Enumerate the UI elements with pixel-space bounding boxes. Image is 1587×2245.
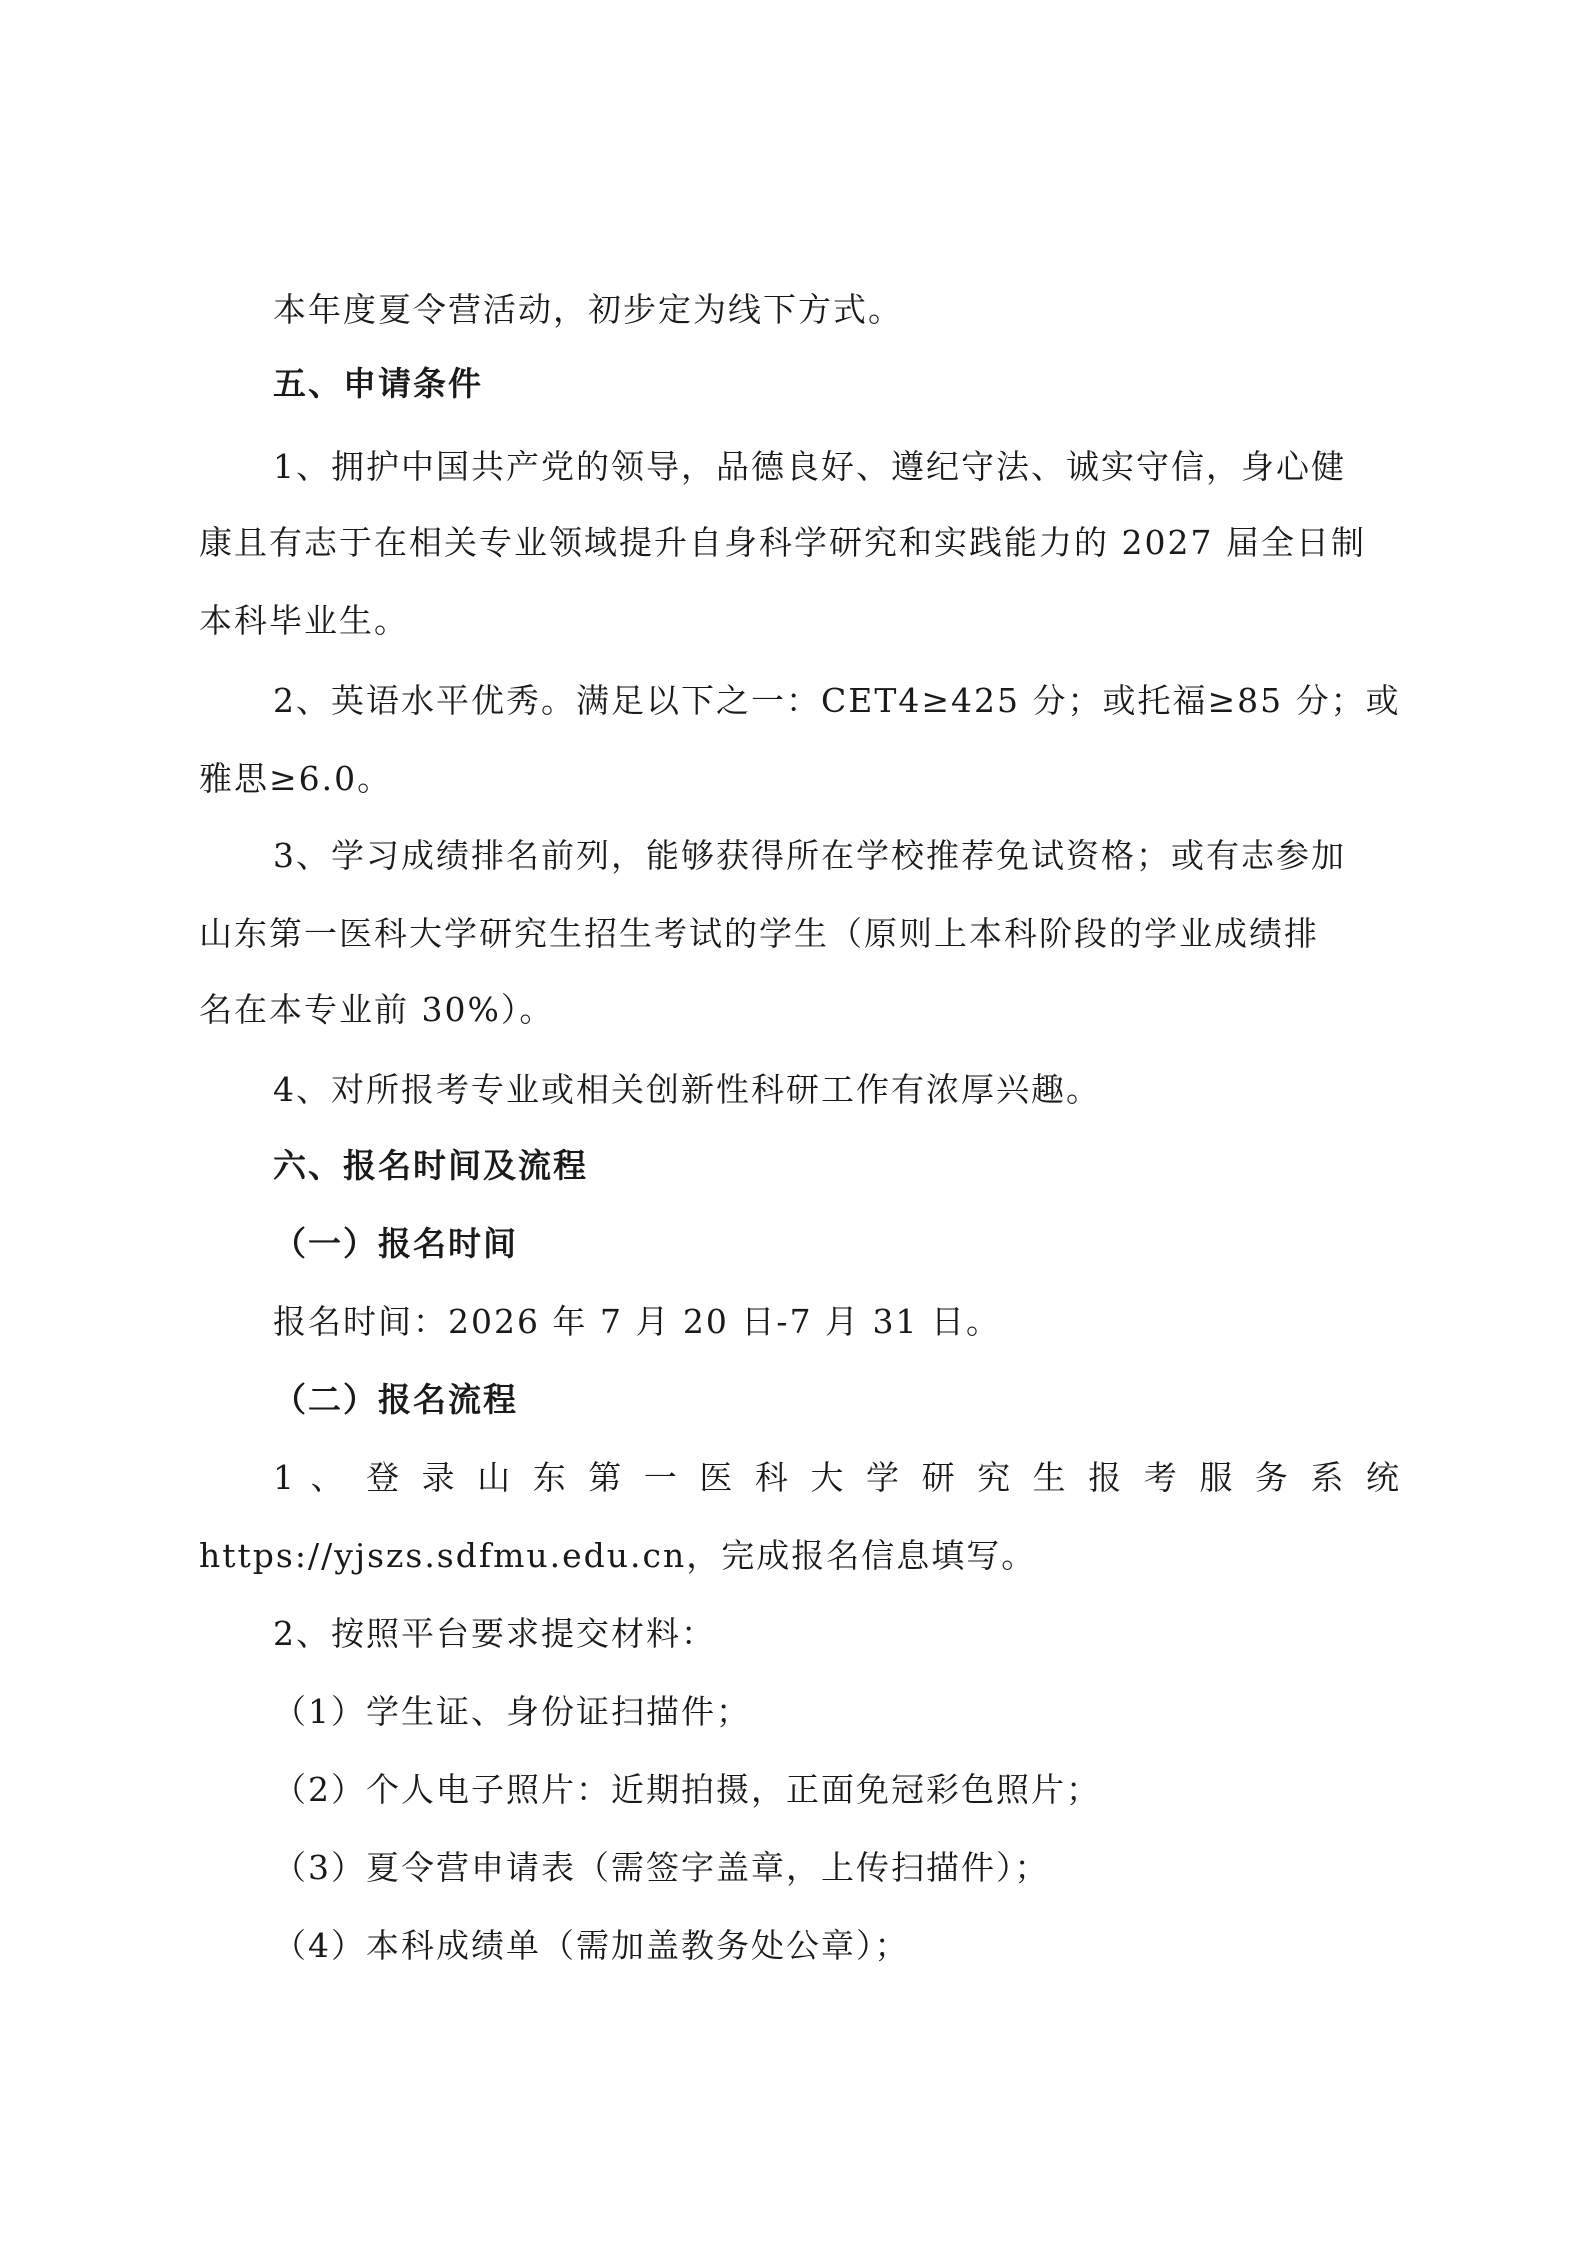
step-1-line-2: https://yjszs.sdfmu.edu.cn，完成报名信息填写。 [199, 1536, 1037, 1575]
material-item: （2）个人电子照片：近期拍摄，正面免冠彩色照片； [273, 1770, 1101, 1809]
intro-paragraph: 本年度夏令营活动，初步定为线下方式。 [273, 290, 903, 329]
condition-3-line-1: 3、学习成绩排名前列，能够获得所在学校推荐免试资格；或有志参加 [273, 836, 1346, 875]
section-heading-registration: 六、报名时间及流程 [273, 1146, 588, 1185]
material-item: （3）夏令营申请表（需签字盖章，上传扫描件）； [273, 1848, 1050, 1887]
condition-2-line-2: 雅思≥6.0。 [199, 759, 393, 798]
condition-1-line-1: 1、拥护中国共产党的领导，品德良好、遵纪守法、诚实守信，身心健 [273, 447, 1346, 486]
material-item: （1）学生证、身份证扫描件； [273, 1692, 751, 1731]
step-1-line-1: 1 、 登 录 山 东 第 一 医 科 大 学 研 究 生 报 考 服 务 系 统 [273, 1458, 1399, 1497]
registration-time-text: 报名时间：2026 年 7 月 20 日-7 月 31 日。 [273, 1302, 1002, 1341]
section-heading-application-conditions: 五、申请条件 [273, 364, 483, 403]
condition-1-line-3: 本科毕业生。 [199, 601, 409, 640]
subsection-heading-registration-process: （二）报名流程 [273, 1380, 518, 1419]
subsection-heading-registration-time: （一）报名时间 [273, 1224, 518, 1263]
material-item: （4）本科成绩单（需加盖教务处公章）； [273, 1926, 910, 1965]
step-2: 2、按照平台要求提交材料： [273, 1614, 716, 1653]
condition-3-line-3: 名在本专业前 30%）。 [199, 990, 555, 1029]
condition-4: 4、对所报考专业或相关创新性科研工作有浓厚兴趣。 [273, 1070, 1101, 1109]
condition-3-line-2: 山东第一医科大学研究生招生考试的学生（原则上本科阶段的学业成绩排 [199, 914, 1319, 953]
condition-1-line-2: 康且有志于在相关专业领域提升自身科学研究和实践能力的 2027 届全日制 [199, 523, 1366, 562]
condition-2-line-1: 2、英语水平优秀。满足以下之一：CET4≥425 分；或托福≥85 分；或 [273, 681, 1401, 720]
